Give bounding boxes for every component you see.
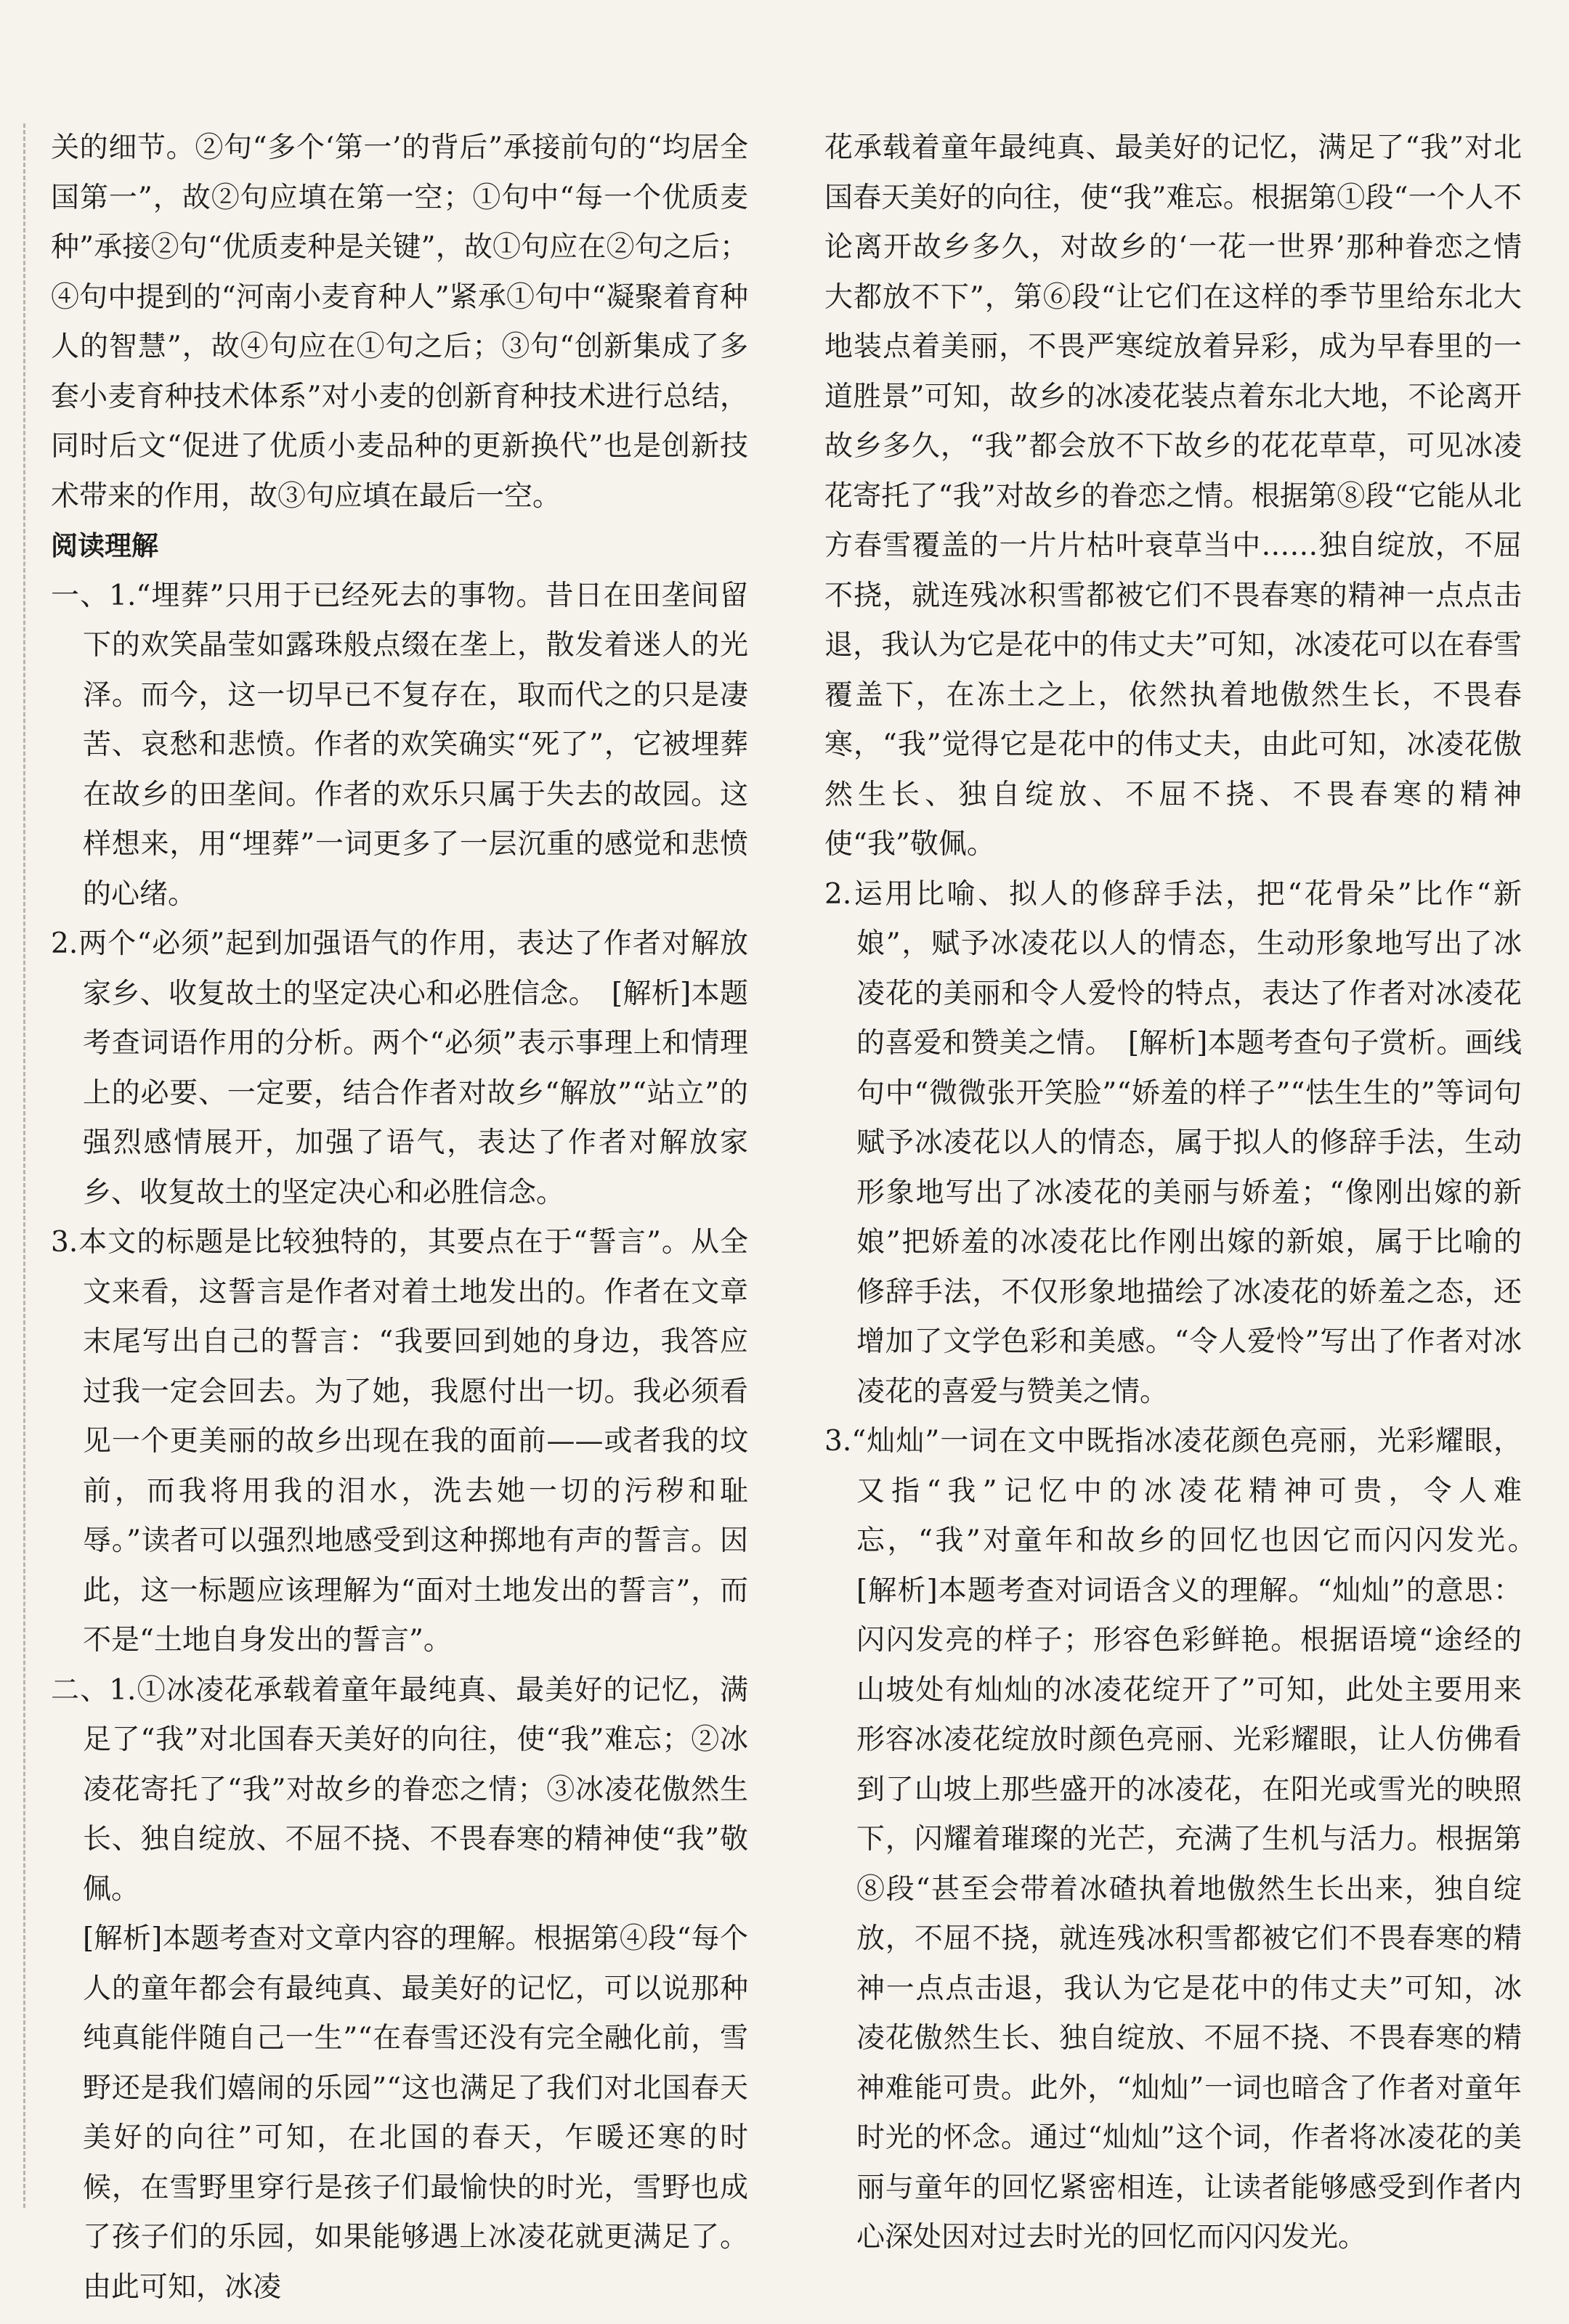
margin-dashed-rule — [23, 123, 25, 2208]
right-column — [824, 123, 1551, 2263]
answer-2-1: 二、1.①冰凌花承载着童年最纯真、最美好的记忆，满足了“我”对北国春天美好的向往，使“我”难忘；②冰凌花寄托了“我”对故乡的眷恋之情；③冰凌花傲然生长、独自绽放、不屈不挠、不畏春寒的精神使“我”敬佩。 — [51, 1673, 748, 1906]
answer-2-1-analysis-continued: 花承载着童年最纯真、最美好的记忆，满足了“我”对北国春天美好的向往，使“我”难忘。根据第①段“一个人不论离开故乡多久，对故乡的‘一花一世界’那种眷恋之情大都放不下”，第⑥段“让它们在这样的季节里给东北大地装点着美丽，不畏严寒绽放着异彩，成为早春里的一道胜景”可知，故乡的冰凌花装点着东北大地，不论离开故乡多久，“我”都会放不下故乡的花花草草，可见冰凌花寄托了“我”对故乡的眷恋之情。根据第⑧段“它能从北方春雪覆盖的一片片枯叶衰草当中……独自绽放，不屈不挠，就连残冰积雪都被它们不畏春寒的精神一点点击退，我认为它是花中的伟丈夫”可知，冰凌花可以在春雪覆盖下，在冻土之上，依然执着地傲然生长，不畏春寒，“我”觉得它是花中的伟丈夫，由此可知，冰凌花傲然生长、独自绽放、不屈不挠、不畏春寒的精神使“我”敬佩。 — [824, 131, 1522, 861]
answer-2-2: 2.运用比喻、拟人的修辞手法，把“花骨朵”比作“新娘”，赋予冰凌花以人的情态，生动形象地写出了冰凌花的美丽和令人爱怜的特点，表达了作者对冰凌花的喜爱和赞美之情。 [解析]本题考查句子赏析。画线句中“微微张开笑脸”“娇羞的样子”“怯生生的”等词句赋予冰凌花以人的情态，属于拟人的修辞手法，生动形象地写出了冰凌花的美丽与娇羞；“像刚出嫁的新娘”把娇羞的冰凌花比作刚出嫁的新娘，属于比喻的修辞手法，不仅形象地描绘了冰凌花的娇羞之态，还增加了文学色彩和美感。“令人爱怜”写出了作者对冰凌花的喜爱与赞美之情。 — [824, 877, 1522, 1408]
left-continuation-paragraph: 关的细节。②句“多个‘第一’的背后”承接前句的“均居全国第一”，故②句应填在第一空；①句中“每一个优质麦种”承接②句“优质麦种是关键”，故①句应在②句之后；④句中提到的“河南小麦育种人”紧承①句中“凝聚着育种人的智慧”，故④句应在①句之后；③句“创新集成了多套小麦育种技术体系”对小麦的创新育种技术进行总结，同时后文“促进了优质小麦品种的更新换代”也是创新技术带来的作用，故③句应填在最后一空。 — [51, 131, 748, 513]
answer-2-1-analysis: [解析]本题考查对文章内容的理解。根据第④段“每个人的童年都会有最纯真、最美好的记忆，可以说那种纯真能伴随自己一生”“在春雪还没有完全融化前，雪野还是我们嬉闹的乐园”“这也满足了我们对北国春天美好的向往”可知，在北国的春天，乍暖还寒的时候，在雪野里穿行是孩子们最愉快的时光，雪野也成了孩子们的乐园，如果能够遇上冰凌花就更满足了。由此可知，冰凌 — [83, 1922, 748, 2304]
section-heading-reading: 阅读理解 — [51, 530, 158, 561]
answer-2-3: 3.“灿灿”一词在文中既指冰凌花颜色亮丽，光彩耀眼，又指“我”记忆中的冰凌花精神可贵，令人难忘，“我”对童年和故乡的回忆也因它而闪闪发光。 [解析]本题考查对词语含义的理解。“灿灿”的意思：闪闪发亮的样子；形容色彩鲜艳。根据语境“途经的山坡处有灿灿的冰凌花绽开了”可知，此处主要用来形容冰凌花绽放时颜色亮丽、光彩耀眼，让人仿佛看到了山坡上那些盛开的冰凌花，在阳光或雪光的映照下，闪耀着璀璨的光芒，充满了生机与活力。根据第⑧段“甚至会带着冰碴执着地傲然生长出来，独自绽放，不屈不挠，就连残冰积雪都被它们不畏春寒的精神一点点击退，我认为它是花中的伟丈夫”可知，冰凌花傲然生长、独自绽放、不屈不挠、不畏春寒的精神难能可贵。此外，“灿灿”一词也暗含了作者对童年时光的怀念。通过“灿灿”这个词，作者将冰凌花的美丽与童年的回忆紧密相连，让读者能够感受到作者内心深处因对过去时光的回忆而闪闪发光。 — [824, 1425, 1551, 2254]
answer-1-2: 2.两个“必须”起到加强语气的作用，表达了作者对解放家乡、收复故土的坚定决心和必胜信念。 [解析]本题考查词语作用的分析。两个“必须”表示事理上和情理上的必要、一定要，结合作者对故乡“解放”“站立”的强烈感情展开，加强了语气，表达了作者对解放家乡、收复故土的坚定决心和必胜信念。 — [51, 927, 748, 1209]
answer-1-3: 3.本文的标题是比较独特的，其要点在于“誓言”。从全文来看，这誓言是作者对着土地发出的。作者在文章末尾写出自己的誓言：“我要回到她的身边，我答应过我一定会回去。为了她，我愿付出一切。我必须看见一个更美丽的故乡出现在我的面前——或者我的坟前，而我将用我的泪水，洗去她一切的污秽和耻辱。”读者可以强烈地感受到这种掷地有声的誓言。因此，这一标题应该理解为“面对土地发出的誓言”，而不是“土地自身发出的誓言”。 — [51, 1226, 748, 1657]
left-column — [51, 123, 748, 2312]
answer-1-1: 一、1.“埋葬”只用于已经死去的事物。昔日在田垄间留下的欢笑晶莹如露珠般点缀在垄上，散发着迷人的光泽。而今，这一切早已不复存在，取而代之的只是凄苦、哀愁和悲愤。作者的欢笑确实“死了”，它被埋葬在故乡的田垄间。作者的欢乐只属于失去的故园。这样想来，用“埋葬”一词更多了一层沉重的感觉和悲愤的心绪。 — [51, 579, 748, 911]
